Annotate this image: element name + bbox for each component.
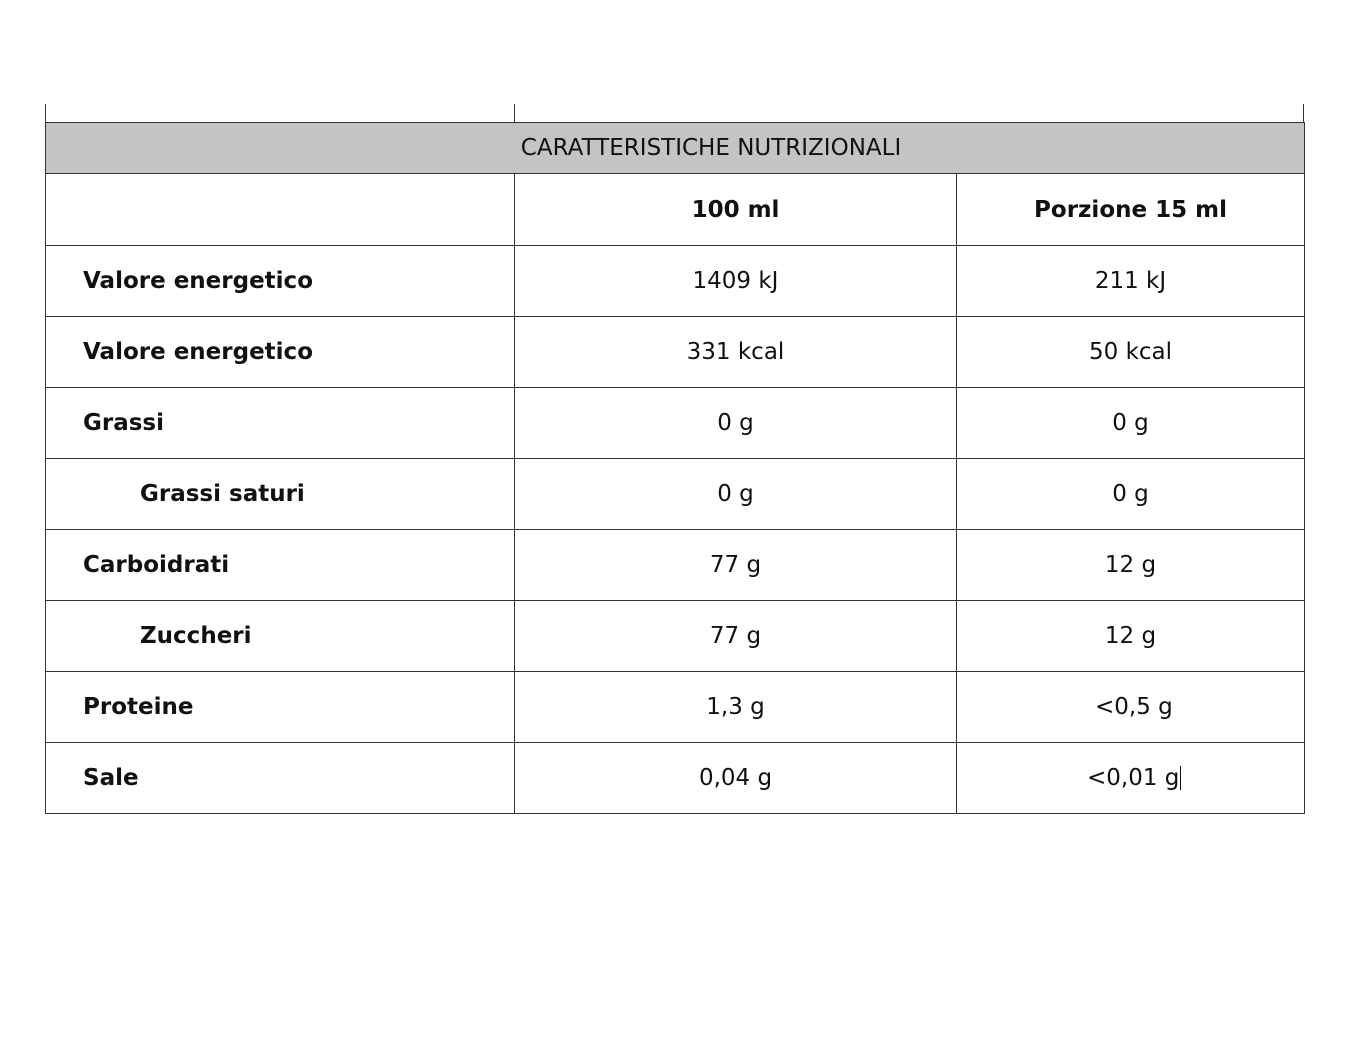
row-label[interactable]: Zuccheri	[46, 601, 515, 672]
row-value-100[interactable]: 1,3 g	[515, 672, 957, 743]
table-top-stub-middle	[514, 104, 515, 122]
row-label[interactable]: Sale	[46, 743, 515, 814]
row-label[interactable]: Proteine	[46, 672, 515, 743]
text-cursor	[1180, 766, 1181, 790]
row-value-portion[interactable]: 0 g	[957, 388, 1305, 459]
table-row	[46, 530, 1305, 601]
table-row	[46, 388, 1305, 459]
row-value-portion[interactable]: <0,5 g	[957, 672, 1305, 743]
row-value-100[interactable]: 1409 kJ	[515, 246, 957, 317]
row-label[interactable]: Grassi	[46, 388, 515, 459]
row-value-portion[interactable]: 0 g	[957, 459, 1305, 530]
row-value-portion[interactable]: <0,01 g	[1087, 765, 1180, 791]
table-row	[46, 317, 1305, 388]
row-value-100[interactable]: 0 g	[515, 459, 957, 530]
nutrition-table	[45, 122, 1305, 814]
row-value-100[interactable]: 0 g	[515, 388, 957, 459]
header-per-100[interactable]: 100 ml	[515, 174, 957, 246]
table-row	[46, 672, 1305, 743]
table-title-row	[46, 123, 1305, 174]
table-row	[46, 459, 1305, 530]
row-value-100[interactable]: 77 g	[515, 601, 957, 672]
row-value-portion[interactable]: 50 kcal	[957, 317, 1305, 388]
row-label[interactable]: Valore energetico	[46, 317, 515, 388]
row-value-100[interactable]: 77 g	[515, 530, 957, 601]
row-label[interactable]: Grassi saturi	[46, 459, 515, 530]
row-label[interactable]: Valore energetico	[46, 246, 515, 317]
table-row	[46, 601, 1305, 672]
table-top-stub-left	[45, 104, 46, 122]
table-row	[46, 246, 1305, 317]
row-value-portion[interactable]: 12 g	[957, 530, 1305, 601]
row-value-portion[interactable]: 12 g	[957, 601, 1305, 672]
row-value-portion[interactable]: 211 kJ	[957, 246, 1305, 317]
row-label[interactable]: Carboidrati	[46, 530, 515, 601]
header-label-cell[interactable]	[46, 174, 515, 246]
row-value-100[interactable]: 331 kcal	[515, 317, 957, 388]
table-row	[46, 743, 1305, 814]
table-top-stub-right	[1303, 104, 1304, 122]
row-value-100[interactable]: 0,04 g	[515, 743, 957, 814]
table-header-row	[46, 174, 1305, 246]
table-title[interactable]: CARATTERISTICHE NUTRIZIONALI	[46, 123, 1305, 174]
header-per-portion[interactable]: Porzione 15 ml	[957, 174, 1305, 246]
row-value-portion-cell[interactable]	[957, 743, 1305, 814]
